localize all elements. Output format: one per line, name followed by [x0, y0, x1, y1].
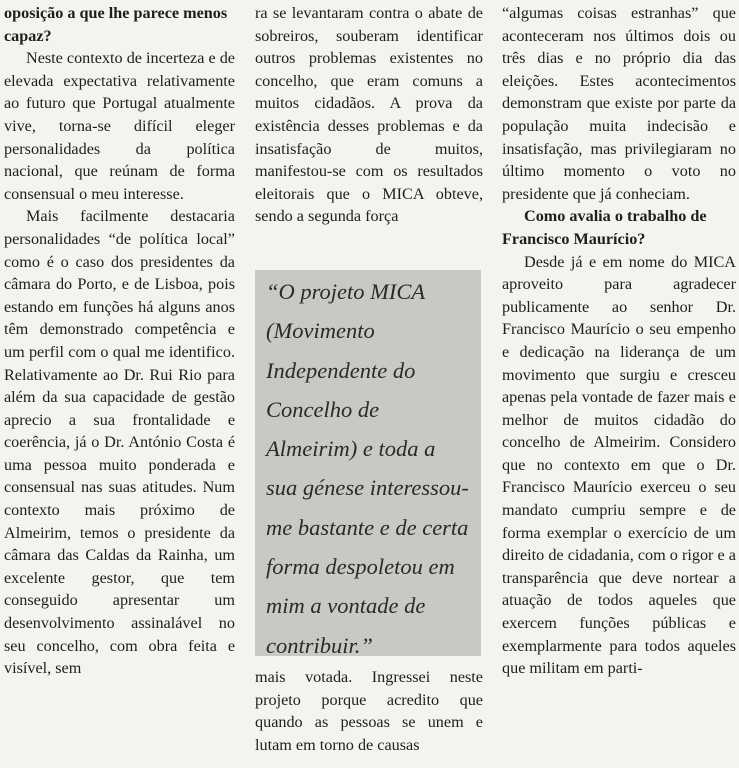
pull-quote-box [255, 270, 481, 656]
article-column-2-continued [255, 666, 483, 756]
answer-paragraph-2: Mais facilmente destacaria personalidades “de política local” como é o caso dos presidentes da câmara do Porto, e de Lisboa, pois estando em funções há alguns anos têm demonstrado competência e um perfil com o qual me identifico. Relativamente ao Dr. Rui Rio para além da sua capacidade de gestão aprecio a sua frontalidade e coerência, já o Dr. António Costa é uma pessoa muito ponderada e consensual nas suas atitudes. Num contexto mais próximo de Almeirim, temos o presidente da câmara das Caldas da Rainha, um excelente gestor, que tem conseguido apresentar um desenvolvimento assinalável no seu concelho, com obra feita e visível, sem [4, 207, 235, 678]
column3-top-text: “algumas coisas estranhas” que aconteceram nos últimos dois ou três dias e no próprio dia das eleições. Estes acontecimentos demonstram que existe por parte da população muita indecisão e insatisfação, mas privilegiaram no último momento o voto no presidente que já conheciam. [502, 4, 736, 203]
answer-paragraph-1: Neste contexto de incerteza e de elevada expectativa relativamente ao futuro que Portugal atualmente vive, torna-se difícil eleger personalidades da política nacional, que reúnam de forma consensual o meu interesse. [4, 49, 235, 203]
answer-paragraph-3: Desde já e em nome do MICA aproveito para agradecer publicamente ao senhor Dr. Francisco Maurício o seu empenho e dedicação na liderança de um movimento que surgiu e cresceu apenas pela vontade de fazer mais e melhor de muitos cidadão do concelho de Almeirim. Considero que no contexto em que o Dr. Francisco Maurício exerceu o seu mandato cumpriu sempre e de forma exemplar o exercício de um direito de cidadania, com o rigor e a transparência que deve nortear a atuação de todos aqueles que exercem funções públicas e exemplarmente para todos aqueles que militam em parti- [502, 252, 736, 678]
article-column-1 [4, 2, 235, 680]
interview-question-heading: oposição a que lhe parece menos capaz? [4, 4, 228, 45]
column2-top-text: ra se levantaram contra o abate de sobreiros, souberam identificar outros problemas existentes no concelho, que eram comuns a muitos cidadãos. A prova da existência desses problemas e da insatisfação de muitos, manifestou-se com os resultados eleitorais que o MICA obteve, sendo a segunda força [255, 4, 483, 226]
column2-bottom-text: mais votada. Ingressei neste projeto porque acredito que quando as pessoas se unem e lutam em torno de causas [255, 668, 483, 754]
article-column-3 [502, 2, 736, 680]
pull-quote-text: “O projeto MICA (Movimento Independente do Concelho de Almeirim) e toda a sua génese interessou-me bastante e de certa forma despoletou em mim a vontade de contribuir.” [266, 279, 469, 658]
interview-question-heading-2: Como avalia o trabalho de Francisco Maurício? [502, 207, 707, 248]
article-column-2 [255, 2, 483, 228]
